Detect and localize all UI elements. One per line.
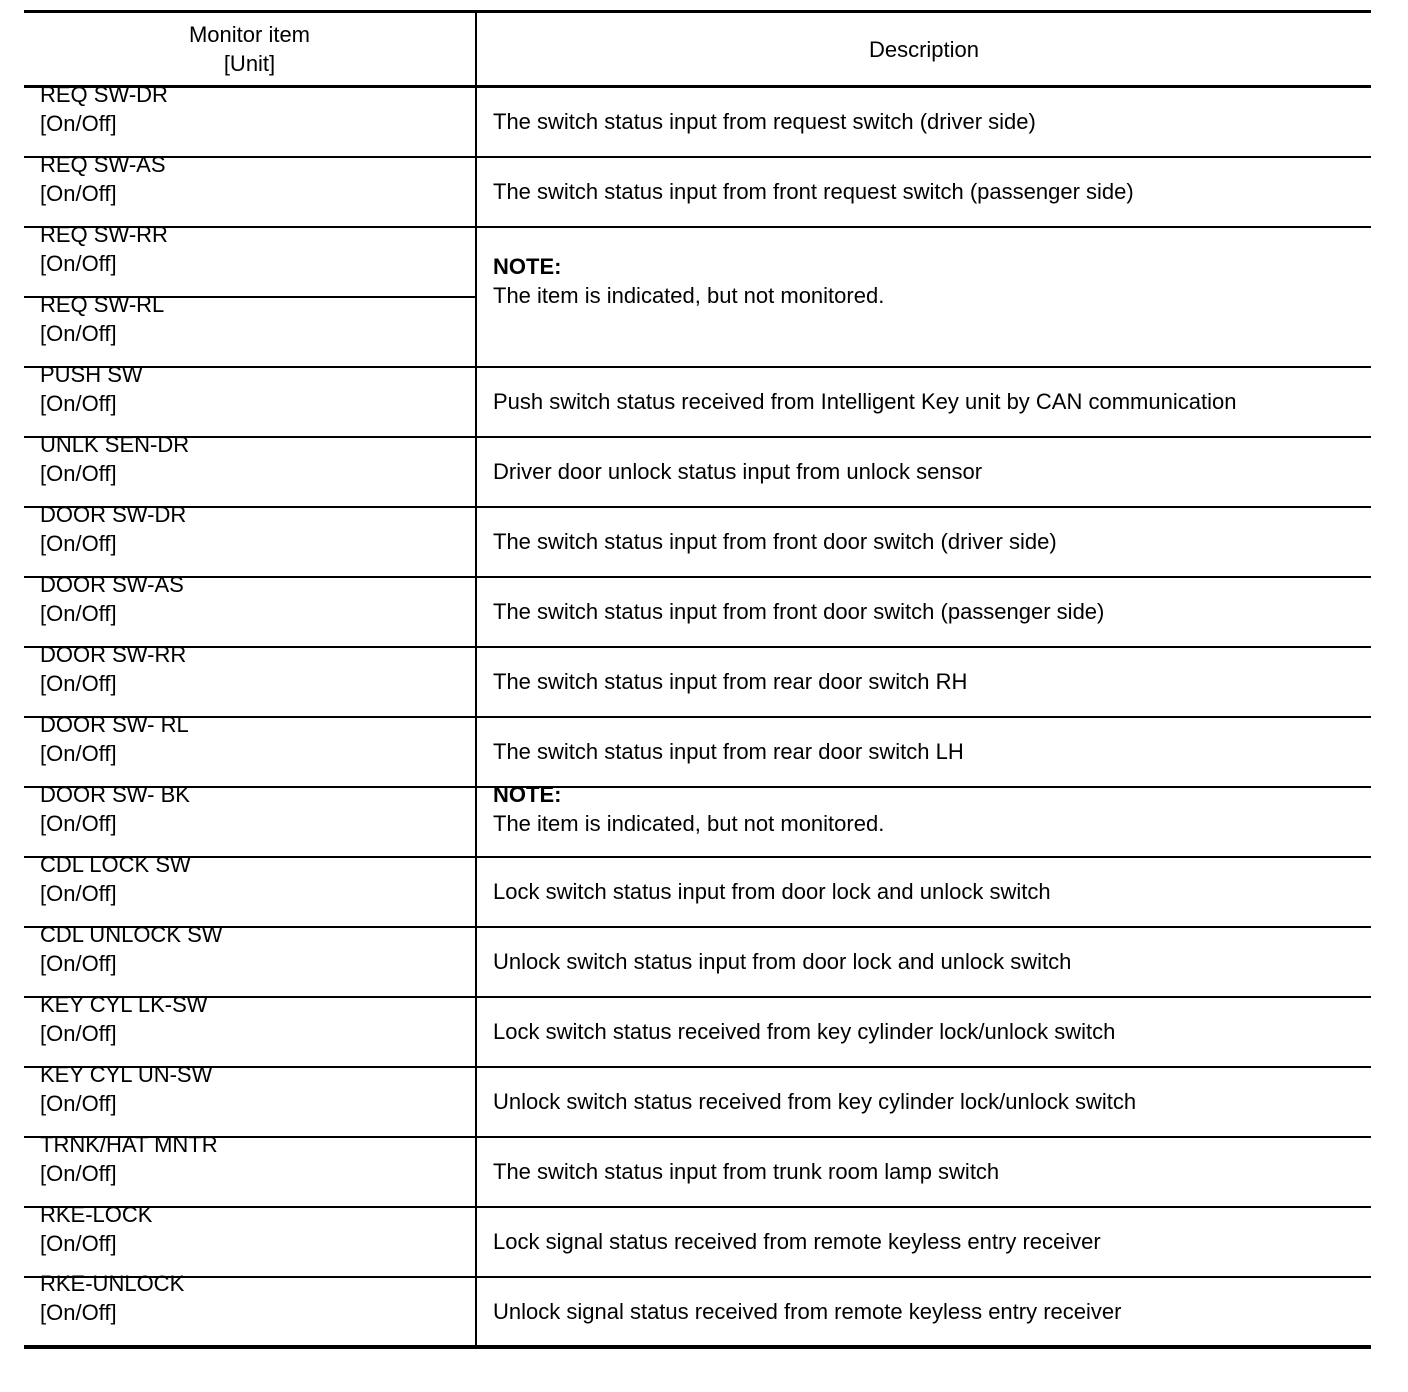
item-name: REQ SW-AS <box>40 151 166 177</box>
table-header-row <box>24 12 1371 87</box>
monitor-item-cell <box>24 221 476 297</box>
item-name: DOOR SW-RR <box>40 641 187 667</box>
item-unit: [On/Off] <box>40 530 117 556</box>
monitor-item-cell <box>24 781 476 857</box>
description-cell: The switch status input from trunk room lamp switch <box>476 1137 1371 1207</box>
table-row <box>24 367 1371 437</box>
monitor-item-cell <box>24 641 476 717</box>
table-row <box>24 997 1371 1067</box>
table-row <box>24 787 1371 857</box>
monitor-item-cell <box>24 151 476 227</box>
note-text: The item is indicated, but not monitored. <box>493 282 885 308</box>
item-name: UNLK SEN-DR <box>40 431 190 457</box>
description-cell: Unlock signal status received from remote keyless entry receiver <box>476 1277 1371 1347</box>
description-cell: Push switch status received from Intelligent Key unit by CAN communication <box>476 367 1371 437</box>
item-name: DOOR SW- RL <box>40 711 189 737</box>
item-unit: [On/Off] <box>40 390 117 416</box>
description-cell: Unlock switch status received from key cylinder lock/unlock switch <box>476 1067 1371 1137</box>
item-unit: [On/Off] <box>40 1160 117 1186</box>
monitor-item-cell <box>24 81 476 157</box>
header-unit-label: [Unit] <box>223 51 276 76</box>
table-row <box>24 1277 1371 1347</box>
note-label: NOTE: <box>493 781 562 807</box>
description-cell-note <box>476 227 1371 367</box>
item-name: REQ SW-RL <box>40 291 165 317</box>
table-row <box>24 157 1371 227</box>
monitor-item-cell <box>24 1061 476 1137</box>
table-row <box>24 507 1371 577</box>
item-name: RKE-UNLOCK <box>40 1271 185 1296</box>
monitor-item-cell <box>24 1131 476 1207</box>
item-name: REQ SW-RR <box>40 221 168 247</box>
header-monitor-item <box>24 12 476 87</box>
table-row <box>24 437 1371 507</box>
item-unit: [On/Off] <box>40 1090 117 1116</box>
item-name: DOOR SW-DR <box>40 501 187 527</box>
monitor-item-table <box>24 10 1371 1349</box>
item-name: KEY CYL UN-SW <box>40 1061 213 1087</box>
item-name: DOOR SW- BK <box>40 781 190 807</box>
description-cell: Lock switch status received from key cylinder lock/unlock switch <box>476 997 1371 1067</box>
description-cell: The switch status input from front request switch (passenger side) <box>476 157 1371 227</box>
item-name: TRNK/HAT MNTR <box>40 1131 218 1157</box>
item-unit: [On/Off] <box>40 110 117 136</box>
item-name: CDL LOCK SW <box>40 851 191 877</box>
table-row <box>24 227 1371 297</box>
monitor-item-cell <box>24 1271 476 1347</box>
note-label: NOTE: <box>493 253 562 279</box>
item-name: RKE-LOCK <box>40 1201 153 1227</box>
item-unit: [On/Off] <box>40 250 117 276</box>
table-row <box>24 927 1371 997</box>
monitor-item-cell <box>24 571 476 647</box>
item-name: CDL UNLOCK SW <box>40 921 223 947</box>
description-cell: Lock signal status received from remote keyless entry receiver <box>476 1207 1371 1277</box>
monitor-item-cell <box>24 361 476 437</box>
item-unit: [On/Off] <box>40 1300 117 1325</box>
description-cell: Lock switch status input from door lock and unlock switch <box>476 857 1371 927</box>
table-row <box>24 857 1371 927</box>
description-cell: Driver door unlock status input from unlock sensor <box>476 437 1371 507</box>
item-unit: [On/Off] <box>40 810 117 836</box>
item-name: KEY CYL LK-SW <box>40 991 208 1017</box>
monitor-item-cell <box>24 991 476 1067</box>
item-name: REQ SW-DR <box>40 81 168 107</box>
item-unit: [On/Off] <box>40 880 117 906</box>
note-text: The item is indicated, but not monitored. <box>493 810 885 836</box>
item-unit: [On/Off] <box>40 180 117 206</box>
item-unit: [On/Off] <box>40 320 117 346</box>
item-unit: [On/Off] <box>40 740 117 766</box>
item-unit: [On/Off] <box>40 950 117 976</box>
description-cell: Unlock switch status input from door lock and unlock switch <box>476 927 1371 997</box>
monitor-item-cell <box>24 851 476 927</box>
monitor-item-cell <box>24 501 476 577</box>
item-unit: [On/Off] <box>40 1230 117 1256</box>
description-cell: The switch status input from rear door switch RH <box>476 647 1371 717</box>
item-name: DOOR SW-AS <box>40 571 184 597</box>
table-row <box>24 1137 1371 1207</box>
table-row <box>24 1207 1371 1277</box>
item-name: PUSH SW <box>40 361 143 387</box>
header-description: Description <box>476 12 1371 87</box>
description-cell: The switch status input from request switch (driver side) <box>476 87 1371 157</box>
description-cell-note <box>476 781 1371 857</box>
monitor-item-cell <box>24 921 476 997</box>
monitor-item-cell <box>24 1201 476 1277</box>
table-row <box>24 1067 1371 1137</box>
monitor-item-cell <box>24 711 476 787</box>
description-cell: The switch status input from front door switch (passenger side) <box>476 577 1371 647</box>
item-unit: [On/Off] <box>40 1020 117 1046</box>
table-row <box>24 577 1371 647</box>
description-cell: The switch status input from rear door switch LH <box>476 717 1371 787</box>
description-cell: The switch status input from front door switch (driver side) <box>476 507 1371 577</box>
table-row <box>24 647 1371 717</box>
monitor-item-cell <box>24 431 476 507</box>
item-unit: [On/Off] <box>40 600 117 626</box>
item-unit: [On/Off] <box>40 670 117 696</box>
table-row <box>24 87 1371 157</box>
monitor-item-cell <box>24 291 476 367</box>
table-row <box>24 717 1371 787</box>
item-unit: [On/Off] <box>40 460 117 486</box>
header-monitor-item-label: Monitor item <box>188 22 311 47</box>
